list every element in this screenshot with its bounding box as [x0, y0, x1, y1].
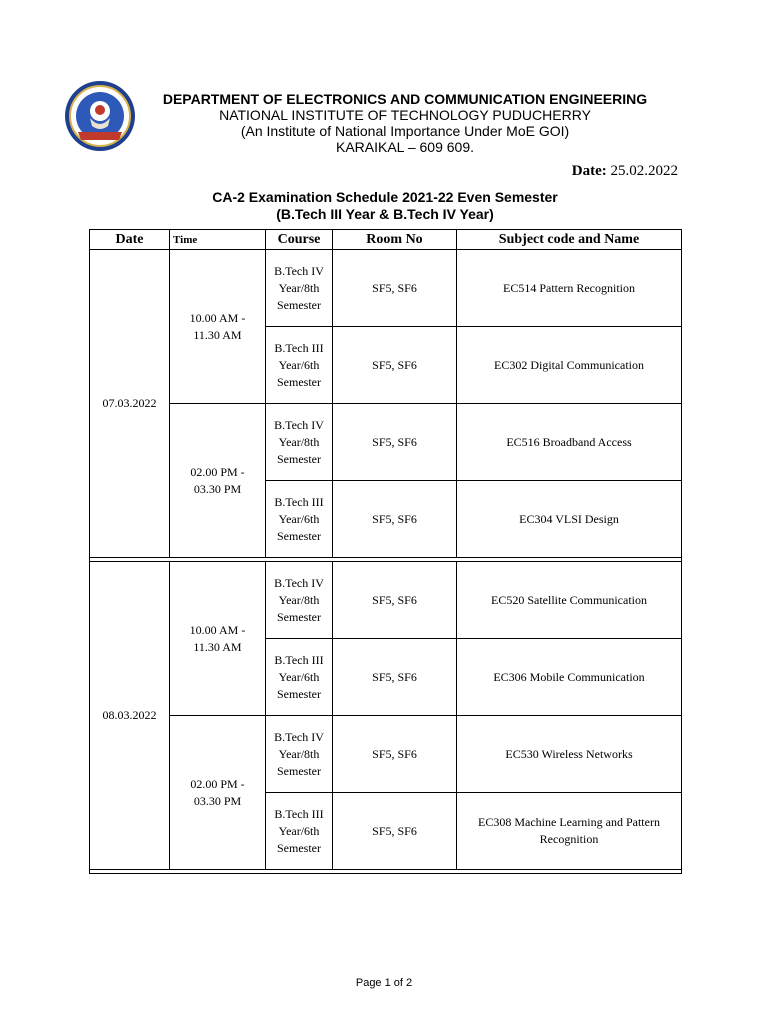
page-footer: Page 1 of 2	[355, 977, 413, 989]
subject-line: EC304 VLSI Design	[519, 511, 619, 526]
course-line: Year/6th	[278, 357, 320, 372]
date-label: Date:	[571, 163, 607, 179]
schedule-title	[150, 189, 620, 223]
institute-subtitle: (An Institute of National Importance Under MoE GOI)	[240, 123, 570, 139]
table-row	[90, 404, 682, 481]
exam-time-line: 03.30 PM	[193, 481, 242, 496]
course-line: B.Tech IV	[274, 729, 324, 744]
schedule-title-line1: CA-2 Examination Schedule 2021-22 Even Semester	[212, 189, 558, 205]
course-line: B.Tech III	[274, 652, 324, 667]
subject-cell	[457, 793, 682, 870]
course-line: Year/6th	[278, 669, 320, 684]
course-line: Semester	[277, 609, 321, 624]
course-cell	[266, 793, 333, 870]
subject-line: EC306 Mobile Communication	[493, 669, 645, 684]
course-line: Year/8th	[278, 592, 320, 607]
course-cell	[266, 404, 333, 481]
exam-time-line: 03.30 PM	[193, 793, 242, 808]
course-line: Semester	[277, 297, 321, 312]
letterhead	[150, 91, 660, 155]
subject-line: EC516 Broadband Access	[506, 434, 632, 449]
room-cell: SF5, SF6	[333, 639, 457, 716]
exam-time-cell	[170, 562, 266, 716]
exam-date-cell: 07.03.2022	[90, 250, 170, 558]
header-room: Room No	[333, 230, 457, 250]
table-header-row	[90, 230, 682, 250]
subject-line: EC302 Digital Communication	[494, 357, 644, 372]
schedule-title-line2: (B.Tech III Year & B.Tech IV Year)	[276, 206, 494, 222]
course-cell	[266, 716, 333, 793]
institute-address: KARAIKAL – 609 609.	[335, 139, 475, 155]
course-line: B.Tech IV	[274, 575, 324, 590]
course-line: Year/8th	[278, 280, 320, 295]
subject-cell	[457, 716, 682, 793]
exam-time-line: 02.00 PM -	[190, 776, 245, 791]
exam-time-cell	[170, 404, 266, 558]
issue-date	[572, 163, 678, 180]
department-name: DEPARTMENT OF ELECTRONICS AND COMMUNICATION ENGINEERING	[162, 91, 648, 107]
room-cell: SF5, SF6	[333, 327, 457, 404]
subject-line: EC530 Wireless Networks	[505, 746, 633, 761]
room-cell: SF5, SF6	[333, 716, 457, 793]
course-line: Year/8th	[278, 434, 320, 449]
schedule-body	[90, 250, 682, 874]
subject-cell	[457, 327, 682, 404]
exam-time-line: 10.00 AM -	[189, 310, 246, 325]
table-row	[90, 562, 682, 639]
header-course: Course	[266, 230, 333, 250]
date-value: 25.02.2022	[610, 163, 678, 179]
header-date: Date	[90, 230, 170, 250]
room-cell: SF5, SF6	[333, 793, 457, 870]
course-cell	[266, 327, 333, 404]
course-line: Semester	[277, 374, 321, 389]
day-separator	[90, 870, 682, 874]
header-time: Time	[170, 230, 266, 250]
exam-time-line: 02.00 PM -	[190, 464, 245, 479]
course-line: Year/6th	[278, 511, 320, 526]
subject-cell	[457, 250, 682, 327]
header-subject: Subject code and Name	[457, 230, 682, 250]
course-cell	[266, 250, 333, 327]
subject-cell	[457, 562, 682, 639]
institute-name: NATIONAL INSTITUTE OF TECHNOLOGY PUDUCHERRY	[219, 107, 591, 123]
institute-logo	[64, 80, 136, 152]
room-cell: SF5, SF6	[333, 562, 457, 639]
exam-time-cell	[170, 250, 266, 404]
subject-line: EC308 Machine Learning and Pattern	[478, 815, 660, 829]
course-cell	[266, 562, 333, 639]
subject-cell	[457, 404, 682, 481]
room-cell: SF5, SF6	[333, 250, 457, 327]
course-line: B.Tech III	[274, 806, 324, 821]
exam-time-line: 11.30 AM	[193, 327, 242, 342]
course-line: B.Tech IV	[274, 417, 324, 432]
room-cell: SF5, SF6	[333, 481, 457, 558]
table-row	[90, 716, 682, 793]
course-line: Semester	[277, 840, 321, 855]
exam-time-line: 10.00 AM -	[189, 622, 246, 637]
exam-date-cell: 08.03.2022	[90, 562, 170, 870]
course-line: B.Tech III	[274, 340, 324, 355]
schedule-table	[89, 229, 682, 874]
table-row	[90, 250, 682, 327]
course-line: Semester	[277, 451, 321, 466]
course-line: Semester	[277, 763, 321, 778]
course-line: Semester	[277, 686, 321, 701]
subject-cell	[457, 481, 682, 558]
room-cell: SF5, SF6	[333, 404, 457, 481]
day-separator-cell	[90, 870, 682, 874]
course-cell	[266, 481, 333, 558]
exam-time-line: 11.30 AM	[193, 639, 242, 654]
course-cell	[266, 639, 333, 716]
subject-line: Recognition	[539, 832, 599, 846]
subject-line: EC520 Satellite Communication	[491, 592, 647, 607]
subject-cell	[457, 639, 682, 716]
course-line: Year/8th	[278, 746, 320, 761]
course-line: Semester	[277, 528, 321, 543]
course-line: B.Tech III	[274, 494, 324, 509]
course-line: Year/6th	[278, 823, 320, 838]
exam-time-cell	[170, 716, 266, 870]
course-line: B.Tech IV	[274, 263, 324, 278]
subject-line: EC514 Pattern Recognition	[503, 280, 635, 295]
